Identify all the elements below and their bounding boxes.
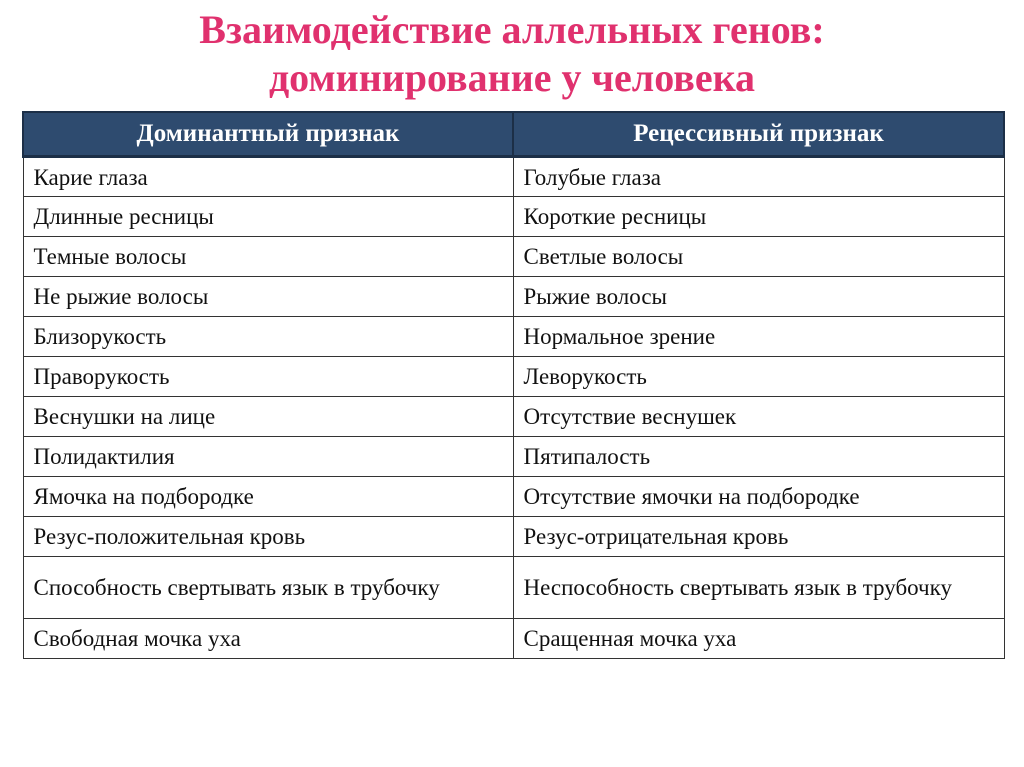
cell-recessive: Рыжие волосы	[513, 277, 1004, 317]
cell-recessive: Светлые волосы	[513, 237, 1004, 277]
cell-dominant: Близорукость	[23, 317, 513, 357]
table-row	[23, 557, 1004, 619]
table-row	[23, 197, 1004, 237]
cell-dominant: Полидактилия	[23, 437, 513, 477]
table-row	[23, 157, 1004, 197]
table-row	[23, 277, 1004, 317]
cell-dominant: Веснушки на лице	[23, 397, 513, 437]
cell-dominant: Праворукость	[23, 357, 513, 397]
cell-recessive: Леворукость	[513, 357, 1004, 397]
table-row	[23, 517, 1004, 557]
page-title-line-2: доминирование у человека	[268, 55, 756, 100]
cell-recessive: Отсутствие веснушек	[513, 397, 1004, 437]
cell-dominant: Темные волосы	[23, 237, 513, 277]
cell-recessive: Голубые глаза	[513, 157, 1004, 197]
cell-dominant: Ямочка на подбородке	[23, 477, 513, 517]
traits-table	[22, 111, 1005, 659]
cell-dominant: Свободная мочка уха	[23, 619, 513, 659]
table-row	[23, 477, 1004, 517]
table-row	[23, 237, 1004, 277]
table-row	[23, 357, 1004, 397]
table-row	[23, 619, 1004, 659]
cell-recessive: Резус-отрицательная кровь	[513, 517, 1004, 557]
cell-recessive: Нормальное зрение	[513, 317, 1004, 357]
table-row	[23, 397, 1004, 437]
cell-dominant: Не рыжие волосы	[23, 277, 513, 317]
page-title-line-1: Взаимодействие аллельных генов:	[199, 7, 825, 52]
cell-recessive: Короткие ресницы	[513, 197, 1004, 237]
header-dominant: Доминантный признак	[23, 112, 513, 157]
cell-recessive: Отсутствие ямочки на подбородке	[513, 477, 1004, 517]
page-title	[0, 6, 1024, 102]
cell-dominant: Резус-положительная кровь	[23, 517, 513, 557]
cell-dominant: Способность свертывать язык в трубочку	[23, 557, 513, 619]
table-row	[23, 317, 1004, 357]
table-header-row	[23, 112, 1004, 157]
cell-recessive: Неспособность свертывать язык в трубочку	[513, 557, 1004, 619]
cell-dominant: Карие глаза	[23, 157, 513, 197]
cell-recessive: Пятипалость	[513, 437, 1004, 477]
cell-dominant: Длинные ресницы	[23, 197, 513, 237]
cell-recessive: Сращенная мочка уха	[513, 619, 1004, 659]
header-recessive: Рецессивный признак	[513, 112, 1004, 157]
table-row	[23, 437, 1004, 477]
